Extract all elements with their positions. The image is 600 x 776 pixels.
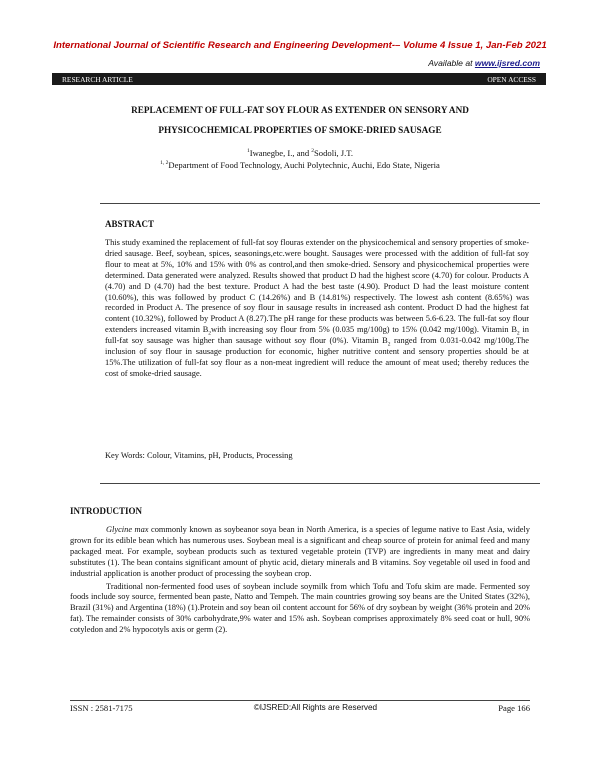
abstract-text-b: with increasing soy flour from 5% (0.035 mg/100g) to 15% (0.042 mg/100g). Vitamin B [211,325,517,335]
species-name: Glycine max [106,525,149,534]
article-type: RESEARCH ARTICLE [62,74,133,84]
page-footer [70,703,530,713]
intro-paragraph-1-text: commonly known as soybeanor soya bean in North America, is a species of legume native to East Asia, widely grown for its edible bean which has numerous uses. Soybean meal is a significant and cheap source of protein for animal feed and many packaged meat. For example, soybean products such as textured vegetable protein (TVP) are ingredients in many meat and dairy substitutes (1). The bean contains significant amount of phytic acid, dietary minerals and B vitamins. Soy vegetable oil used in food and industrial application is another product of processing the soybean crop. [70,525,530,578]
affiliation-text: Department of Food Technology, Auchi Polytechnic, Auchi, Edo State, Nigeria [168,160,440,170]
affiliation [0,160,600,170]
abstract-bottom-rule [100,483,540,484]
journal-header: International Journal of Scientific Research and Engineering Development-– Volume 4 Issue 1, Jan-Feb 2021 [53,40,547,51]
abstract-body [105,238,529,380]
journal-url-link[interactable]: www.ijsred.com [474,58,540,68]
abstract-heading: ABSTRACT [105,219,155,229]
author2-marker: 2 [311,148,315,155]
abstract-text-c: in full-fat soy sausage was higher than sausage without soy flour (0%). Vitamin B [105,325,529,346]
abstract-top-rule [100,203,540,204]
author-2: Sodoli, J.T. [314,148,354,158]
affiliation-marker: 1, 2 [160,160,169,167]
footer-rule [70,700,530,701]
intro-paragraph-1 [70,525,530,580]
introduction-body [70,525,530,638]
availability-line [428,58,540,68]
issn: ISSN : 2581-7175 [70,703,133,713]
author1-marker: 1 [246,148,250,155]
paper-title [70,100,530,140]
title-line-2: PHYSICOCHEMICAL PROPERTIES OF SMOKE-DRIED SAUSAGE [158,125,442,135]
available-prefix: Available at [428,58,473,68]
authors [0,148,600,158]
intro-paragraph-2: Traditional non-fermented food uses of soybean include soymilk from which Tofu and Tofu skim are made. Fermented soy foods include soy source, fermented bean paste, Natto and Tempeh. The main countries growing soy beans are the United States (32%), Brazil (31%) and Argentina (18%) (1).Protein and soy bean oil content account for 56% of dry soybean by weight (36% protein and 20% fat). The remainder consists of 30% carbohydrate,9% water and 15% ash. Soybean comprises approximately 8% seed coat or hull, 90% cotyledon and 2% hypocotyls axis or germ (2). [70,581,530,635]
abstract-sub-c: 2 [387,341,391,348]
abstract-text-a: This study examined the replacement of full-fat soy flouras extender on the physicochemical and sensory properties of smoke-dried sausage. Beef, soybean, spices, seasonings,etc.were bought. Sausages were processed with the addition of full-fat soy flour to meat at 5%, 10% and 15% with 0% as control,and then smoke-dried. Sensory and physicochemical properties were determined. Data generated were analyzed. Results showed that product D had the highest score (4.70) for colour. Products A (4.70) and D (4.70) had the best texture. Product A had the best taste (4.90). Product D had the least moisture content (10.60%), this was followed by product C (14.26%) and B (14.81%) respectively. The lowest ash content (8.65%) was recorded in Product A. The presence of soy flour in sausage results in increased ash content. Product D had the highest fat content (10.32%), followed by Product A (8.27).The pH range for these products was between 5.6-6.23. The full-fat soy flour extenders increased vitamin B [105,238,529,335]
abstract-sub-a: 2 [208,330,212,337]
copyright: ©IJSRED:All Rights are Reserved [253,703,378,712]
access-type: OPEN ACCESS [487,74,536,84]
page-number: Page 166 [498,703,530,713]
keywords: Key Words: Colour, Vitamins, pH, Products, Processing [105,451,293,460]
article-type-bar [52,73,546,85]
abstract-text-d: ranged from 0.031-0.042 mg/100g.The inclusion of soy flour in sausage production for economic, higher nutritive content and sensory properties should be at 15%.The utilization of full-fat soy flour as a non-meat ingredient will reduce the amount of meat used; thereby reduces the cost of smoke-dried sausage. [105,336,529,378]
introduction-heading: INTRODUCTION [70,506,143,516]
author-1: Iwanegbe, I., and [249,148,312,158]
abstract-sub-b: 2 [516,330,520,337]
title-line-1: REPLACEMENT OF FULL-FAT SOY FLOUR AS EXTENDER ON SENSORY AND [131,105,469,115]
